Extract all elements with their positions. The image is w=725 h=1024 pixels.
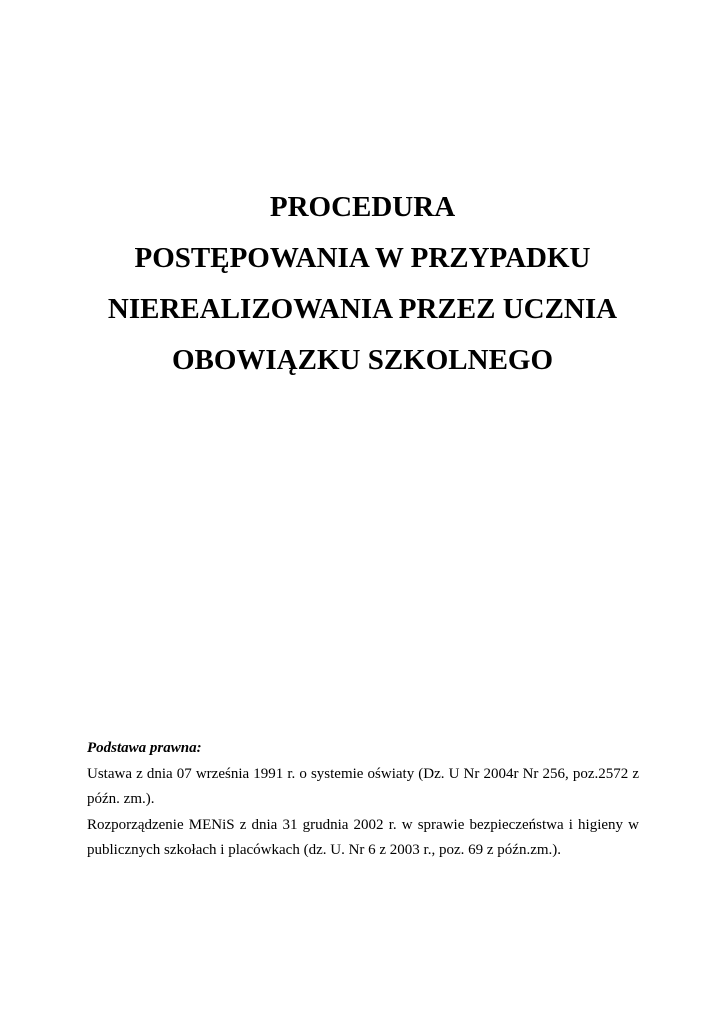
- title-line-4: OBOWIĄZKU SZKOLNEGO: [171, 344, 554, 376]
- document-title: [60, 182, 665, 386]
- title-line-2: POSTĘPOWANIA W PRZYPADKU: [134, 242, 591, 274]
- legal-basis-paragraph: Rozporządzenie MENiS z dnia 31 grudnia 2002 r. w sprawie bezpieczeństwa i higieny w publicznych szkołach i placówkach (dz. U. Nr 6 z 2003 r., poz. 69 z późn.zm.).: [87, 816, 639, 859]
- legal-basis-section: [87, 736, 639, 864]
- legal-basis-paragraph: Ustawa z dnia 07 września 1991 r. o systemie oświaty (Dz. U Nr 2004r Nr 256, poz.2572 z późn. zm.).: [87, 765, 639, 808]
- legal-basis-heading: Podstawa prawna:: [87, 740, 202, 756]
- title-line-3: NIEREALIZOWANIA PRZEZ UCZNIA: [107, 293, 618, 325]
- title-line-1: PROCEDURA: [269, 191, 456, 223]
